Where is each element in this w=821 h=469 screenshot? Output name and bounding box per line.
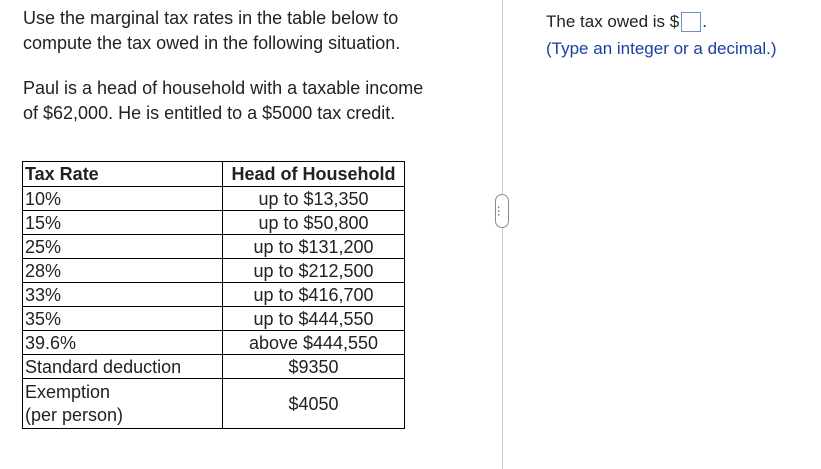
- instruction-line-2: compute the tax owed in the following situation.: [23, 33, 401, 53]
- bracket-cell: up to $212,500: [223, 259, 405, 283]
- bracket-cell: up to $50,800: [223, 211, 405, 235]
- standard-deduction-value: $9350: [223, 355, 405, 379]
- exemption-label-line-2: (per person): [25, 404, 124, 425]
- rate-cell: 25%: [23, 235, 223, 259]
- header-head-of-household: Head of Household: [223, 162, 405, 187]
- rate-cell: 39.6%: [23, 331, 223, 355]
- table-row: [23, 187, 405, 211]
- table-row: [23, 307, 405, 331]
- bracket-cell: above $444,550: [223, 331, 405, 355]
- bracket-cell: up to $13,350: [223, 187, 405, 211]
- exemption-value: $4050: [223, 379, 405, 429]
- scenario: [23, 76, 493, 126]
- question-panel: [23, 6, 493, 126]
- bracket-cell: up to $444,550: [223, 307, 405, 331]
- panel-divider: [502, 0, 503, 469]
- answer-suffix: .: [702, 12, 707, 31]
- table-row: [23, 235, 405, 259]
- table-row: [23, 331, 405, 355]
- table-row: [23, 283, 405, 307]
- bracket-cell: up to $131,200: [223, 235, 405, 259]
- rate-cell: 33%: [23, 283, 223, 307]
- panel-resize-handle[interactable]: [495, 194, 509, 228]
- answer-prompt: The tax owed is $: [546, 12, 680, 31]
- tax-rate-table: [22, 161, 405, 429]
- table-row: [23, 379, 405, 429]
- instructions: [23, 6, 493, 56]
- table-header-row: [23, 162, 405, 187]
- rate-cell: 28%: [23, 259, 223, 283]
- bracket-cell: up to $416,700: [223, 283, 405, 307]
- scenario-line-2: of $62,000. He is entitled to a $5000 tax credit.: [23, 103, 396, 123]
- table-row: [23, 259, 405, 283]
- standard-deduction-label: Standard deduction: [23, 355, 223, 379]
- scenario-line-1: Paul is a head of household with a taxable income: [23, 78, 424, 98]
- rate-cell: 10%: [23, 187, 223, 211]
- more-icon: …: [495, 204, 509, 218]
- answer-row: [546, 10, 777, 34]
- exemption-label: [23, 379, 223, 429]
- header-tax-rate: Tax Rate: [23, 162, 223, 187]
- rate-cell: 15%: [23, 211, 223, 235]
- instruction-line-1: Use the marginal tax rates in the table below to: [23, 8, 399, 28]
- answer-panel: [546, 10, 777, 61]
- answer-hint: (Type an integer or a decimal.): [546, 39, 777, 58]
- answer-input[interactable]: [681, 12, 701, 32]
- rate-cell: 35%: [23, 307, 223, 331]
- table-row: [23, 355, 405, 379]
- table-row: [23, 211, 405, 235]
- exemption-label-line-1: Exemption: [25, 381, 111, 402]
